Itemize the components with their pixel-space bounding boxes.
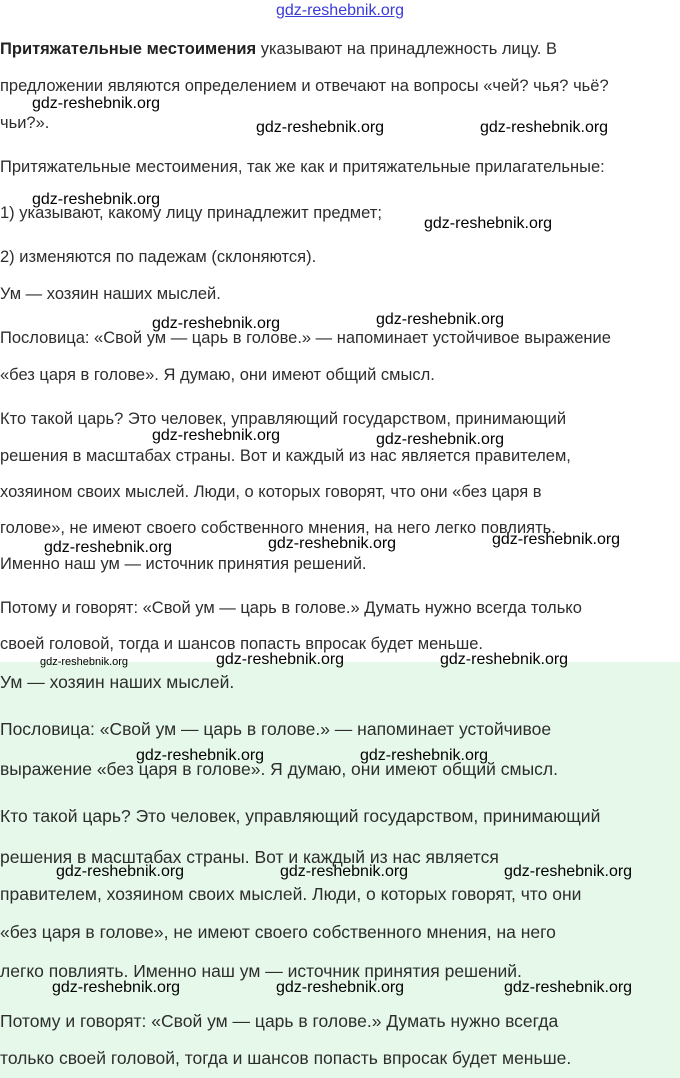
answer-line: решения в масштабах страны. Вот и каждый из нас является правителем, bbox=[0, 447, 571, 465]
green-answer-line: Кто такой царь? Это человек, управляющий государством, принимающий bbox=[0, 806, 601, 826]
watermark: gdz-reshebnik.org bbox=[256, 119, 385, 136]
theory-point-2: 2) изменяются по падежам (склоняются). bbox=[0, 248, 317, 266]
green-answer-line: решения в масштабах страны. Вот и каждый из нас является bbox=[0, 847, 499, 867]
watermark: gdz-reshebnik.org bbox=[276, 979, 405, 996]
watermark: gdz-reshebnik.org bbox=[360, 747, 489, 764]
answer-line: «без царя в голове». Я думаю, они имеют общий смысл. bbox=[0, 366, 435, 384]
watermark: gdz-reshebnik.org bbox=[152, 315, 281, 332]
watermark: gdz-reshebnik.org bbox=[440, 651, 569, 668]
green-answer-line: Потому и говорят: «Свой ум — царь в голове.» Думать нужно всегда bbox=[0, 1011, 559, 1031]
answer-line: Потому и говорят: «Свой ум — царь в голове.» Думать нужно всегда только bbox=[0, 599, 582, 617]
watermark: gdz-reshebnik.org bbox=[32, 191, 161, 208]
theory-term: Притяжательные местоимения bbox=[0, 40, 257, 58]
green-answer-line: правителем, хозяином своих мыслей. Люди, о которых говорят, что они bbox=[0, 884, 582, 904]
answer-line: Кто такой царь? Это человек, управляющий государством, принимающий bbox=[0, 410, 567, 428]
watermark: gdz-reshebnik.org bbox=[504, 863, 633, 880]
green-answer-line: Ум — хозяин наших мыслей. bbox=[0, 672, 235, 692]
watermark: gdz-reshebnik.org bbox=[268, 535, 397, 552]
green-answer-line: легко повлиять. Именно наш ум — источник принятия решений. bbox=[0, 961, 522, 981]
theory-line-3: чьи?». bbox=[0, 114, 50, 132]
answer-line: хозяином своих мыслей. Люди, о которых говорят, что они «без царя в bbox=[0, 483, 542, 501]
green-answer-line: Пословица: «Свой ум — царь в голове.» — напоминает устойчивое bbox=[0, 719, 552, 739]
site-header-link[interactable]: gdz-reshebnik.org bbox=[275, 2, 405, 19]
answer-line: своей головой, тогда и шансов попасть впросак будет меньше. bbox=[0, 635, 483, 653]
theory-line-1 bbox=[0, 38, 557, 60]
watermark: gdz-reshebnik.org bbox=[216, 651, 345, 668]
theory-line-1-rest: указывают на принадлежность лицу. В bbox=[256, 40, 557, 58]
watermark: gdz-reshebnik.org bbox=[40, 656, 129, 668]
answer-line: Пословица: «Свой ум — царь в голове.» — напоминает устойчивое выражение bbox=[0, 329, 611, 347]
green-answer-line: выражение «без царя в голове». Я думаю, они имеют общий смысл. bbox=[0, 759, 558, 779]
answer-line: Ум — хозяин наших мыслей. bbox=[0, 285, 221, 303]
answer-line: Именно наш ум — источник принятия решений. bbox=[0, 555, 367, 573]
green-answer-line: «без царя в голове», не имеют своего собственного мнения, на него bbox=[0, 922, 556, 942]
watermark: gdz-reshebnik.org bbox=[376, 311, 505, 328]
watermark: gdz-reshebnik.org bbox=[56, 863, 185, 880]
watermark: gdz-reshebnik.org bbox=[504, 979, 633, 996]
watermark: gdz-reshebnik.org bbox=[152, 427, 281, 444]
theory-line-4: Притяжательные местоимения, так же как и притяжательные прилагательные: bbox=[0, 158, 605, 176]
theory-line-2: предложении являются определением и отвечают на вопросы «чей? чья? чьё? bbox=[0, 77, 609, 95]
watermark: gdz-reshebnik.org bbox=[52, 979, 181, 996]
answer-line: голове», не имеют своего собственного мнения, на него легко повлиять. bbox=[0, 519, 556, 537]
watermark: gdz-reshebnik.org bbox=[44, 539, 173, 556]
watermark: gdz-reshebnik.org bbox=[136, 747, 265, 764]
watermark: gdz-reshebnik.org bbox=[376, 431, 505, 448]
watermark: gdz-reshebnik.org bbox=[480, 119, 609, 136]
watermark: gdz-reshebnik.org bbox=[280, 863, 409, 880]
green-answer-line: только своей головой, тогда и шансов попасть впросак будет меньше. bbox=[0, 1048, 572, 1068]
theory-point-1: 1) указывают, какому лицу принадлежит предмет; bbox=[0, 204, 382, 222]
watermark: gdz-reshebnik.org bbox=[492, 531, 621, 548]
watermark: gdz-reshebnik.org bbox=[424, 215, 553, 232]
watermark: gdz-reshebnik.org bbox=[32, 95, 161, 112]
